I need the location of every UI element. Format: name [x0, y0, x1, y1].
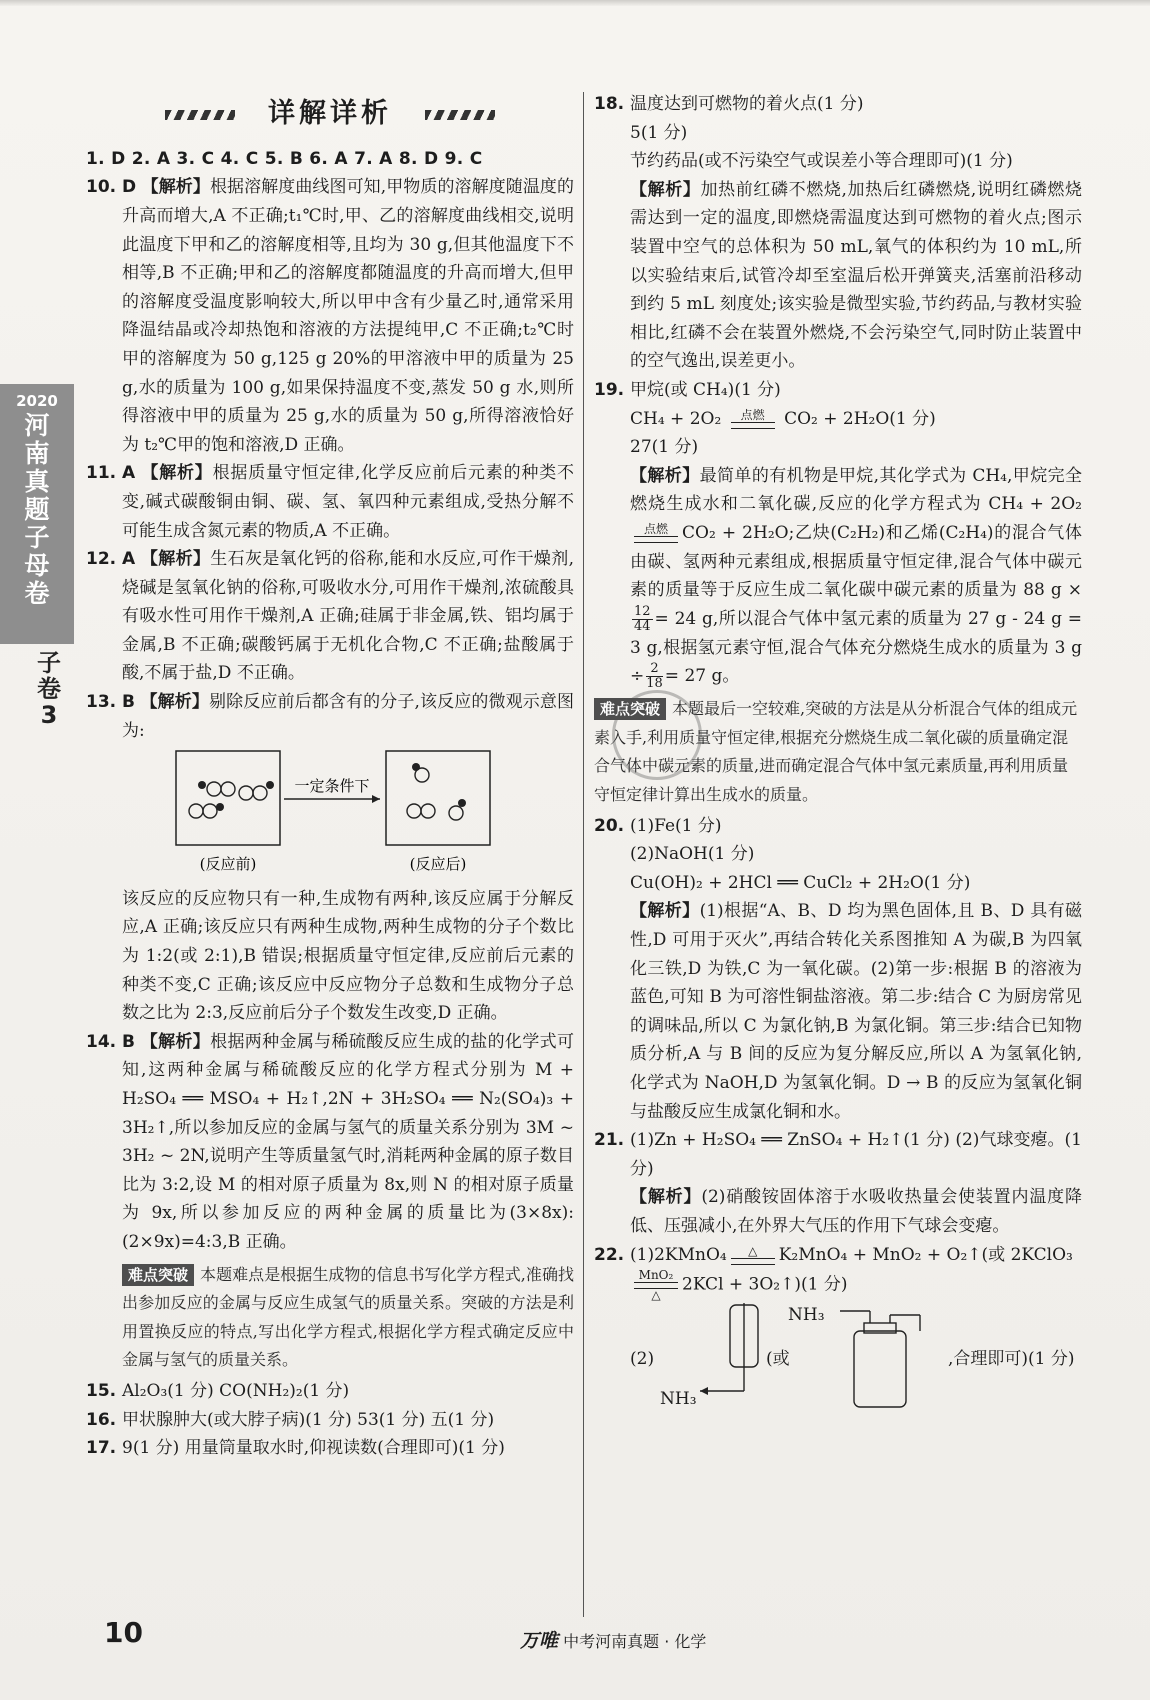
analysis-tag: 【解析】 [630, 901, 700, 922]
question-number: 16. [86, 1409, 117, 1430]
footer [520, 1626, 706, 1653]
question-13 [86, 688, 574, 745]
question-12 [86, 545, 574, 688]
question-16 [86, 1406, 574, 1435]
analysis-text: 根据质量守恒定律,化学反应前后元素的种类不变,碱式碳酸铜由铜、碳、氢、氧四种元素组成,受热分解不可能生成含氮元素的物质,A 不正确。 [122, 463, 575, 541]
question-number: 14. [86, 1031, 117, 1052]
analysis-text: 剔除反应前后都含有的分子,该反应的微观示意图为: [122, 692, 575, 741]
gas-bottle-icon-2 [830, 1301, 940, 1411]
question-18 [594, 90, 1082, 376]
side-sub: 子卷3 [37, 649, 61, 729]
question-number: 20. [594, 815, 625, 836]
page-number: 10 [104, 1616, 143, 1649]
after-box [386, 751, 490, 845]
difficulty-tag: 难点突破 [594, 698, 666, 720]
answer-letter: B [122, 1031, 135, 1052]
answer-line: 温度达到可燃物的着火点(1 分) [630, 94, 864, 114]
analysis-tag: 【解析】 [141, 177, 210, 198]
left-column [86, 90, 574, 1463]
question-number: 10. [86, 177, 117, 198]
question-10 [86, 173, 574, 459]
question-number: 13. [86, 692, 117, 713]
answer-letter: B [122, 692, 135, 713]
analysis-text: 根据两种金属与稀硫酸反应生成的盐的化学式可知,这两种金属与稀硫酸反应的化学方程式分别为 M + H₂SO₄ ══ MSO₄ + H₂↑,2N + 3H₂SO₄ ══ N₂(SO₄)₃ + 3H₂↑,所以参加反应的金属与氢气的质量关系分别为 3M ~ 3H₂ ~ 2N,说明产生等质量氢气时,消耗两种金属的原子数目比为 3:2,设 M 的相对原子质量为 8x,则 N 的相对原子质量为 9x,所以参加反应的两种金属的质量比为(3×8x):(2×9x)=4:3,B 正确。 [122, 1031, 575, 1252]
analysis-text: 根据溶解度曲线图可知,甲物质的溶解度随温度的升高而增大,A 不正确;t₁℃时,甲、乙的溶解度曲线相交,说明此温度下甲和乙的溶解度相等,且均为 30 g,但其他温度下不相等,B 不正确;甲和乙的溶解度都随温度的升高而增大,但甲的溶解度受温度影响较大,所以甲中含有少量乙时,通常采用降温结晶或冷却热饱和溶液的方法提纯甲,C 不正确;t₂℃时甲的溶解度为 50 g,125 g 20%的甲溶液中甲的质量为 25 g,水的质量为 100 g,如果保持温度不变,蒸发 50 g 水,则所得溶液中甲的质量为 25 g,水的质量为 50 g,所得溶液恰好为 t₂℃甲的饱和溶液,D 正确。 [122, 177, 575, 455]
brand-logo: 万唯 [520, 1630, 559, 1652]
analysis-tag: 【解析】 [140, 549, 211, 570]
answer-line: 27(1 分) [630, 437, 699, 458]
question-21 [594, 1126, 1082, 1240]
fraction: $\frac{12}{44}$ [634, 603, 651, 634]
question-19: 19. 甲烷(或 CH₄)(1 分) CH₄ + 2O₂ 点燃 CO₂ + 2H₂O(1 分) 27(1 分) 【解析】最简单的有机物是甲烷,其化学式为 CH₄,甲烷完全燃烧生成水和二氧化碳,反应的化学方程式为 CH₄ + 2O₂ 点燃 CO₂ + 2H₂O;乙炔(C₂H₂)和乙烯(C₂H₄)的混合气体由碳、氢两种元素组成,根据质量守恒定律,混合气体中碳元素的质量等于反应生成二氧化碳中碳元素的质量为 88 g × $\frac{12}{44}$ = 24 g,所以混合气体中氢元素的质量为 27 g - 24 g = 3 g,根据氢元素守恒,混合气体充分燃烧生成水的质量为 3 g ÷ $\frac{2}{18}$ = 27 g。 [594, 376, 1082, 691]
difficulty-text: 本题最后一空较难,突破的方法是从分析混合气体的组成元素入手,利用质量守恒定律,根据充分燃烧生成二氧化碳的质量确定混合气体中碳元素的质量,进而确定混合气体中氢元素质量,再利用质量守恒定律计算出生成水的质量。 [594, 699, 1078, 805]
equation: MnO₂ △ 2KCl + 3O₂↑)(1 分) [630, 1269, 1082, 1301]
answer-text: 9(1 分) 用量筒量取水时,仰视读数(合理即可)(1 分) [122, 1438, 505, 1459]
difficulty-note [122, 1261, 574, 1375]
question-15 [86, 1377, 574, 1406]
analysis-text: 加热前红磷不燃烧,加热后红磷燃烧,说明红磷燃烧需达到一定的温度,即燃烧需温度达到可燃物的着火点;图示装置中空气的总体积为 50 mL,氧气的体积约为 10 mL,所以实验结束后,试管冷却至室温后松开弹簧夹,活塞前沿移动到约 5 mL 刻度处;该实验是微型实验,节约药品,与教材实验相比,红磷不会在装置外燃烧,不会污染空气,同时防止装置中的空气逸出,误差更小。 [630, 179, 1083, 372]
answer-line: (2)NaOH(1 分) [630, 844, 755, 865]
title-decoration-left [165, 110, 235, 120]
reaction-diagram [134, 747, 534, 875]
side-title: 河南真题子母卷 [24, 411, 50, 608]
equation: (1)2KMnO₄ △ K₂MnO₄ + MnO₂ + O₂↑(或 2KClO₃ [630, 1244, 1073, 1265]
after-label: (反应后) [409, 855, 467, 874]
question-number: 12. [86, 549, 117, 570]
page-title: 详解详析 [268, 98, 392, 130]
question-20 [594, 812, 1082, 1127]
difficulty-tag: 难点突破 [122, 1264, 194, 1286]
equation: CH₄ + 2O₂ 点燃 CO₂ + 2H₂O(1 分) [630, 408, 936, 429]
gas-label-2: NH₃ [788, 1305, 825, 1326]
difficulty-text: 本题难点是根据生成物的信息书写化学方程式,准确找出参加反应的金属与反应生成氢气的质量关系。突破的方法是利用置换反应的特点,写出化学方程式,根据化学方程式确定反应中金属与氢气的质量关系。 [122, 1264, 574, 1370]
side-year: 2020 [16, 392, 58, 410]
answer-line: (1)Fe(1 分) [630, 815, 722, 836]
answer-line: (1)Zn + H₂SO₄ ══ ZnSO₄ + H₂↑(1 分) (2)气球变瘪。(1 分) [630, 1130, 1082, 1179]
analysis-tag: 【解析】 [140, 1031, 211, 1052]
question-number: 11. [86, 463, 117, 484]
analysis-text: (2)硝酸铵固体溶于水吸收热量会使装置内温度降低、压强减小,在外界大气压的作用下气球会变瘪。 [630, 1187, 1082, 1236]
gas-label: NH₃ [660, 1389, 697, 1410]
question-number: 15. [86, 1380, 117, 1401]
analysis-text: (1)根据“A、B、D 均为黑色固体,且 B、D 具有磁性,D 可用于灭火”,再结合转化关系图推知 A 为碳,B 为四氧化三铁,D 为铁,C 为一氧化碳。(2)第一步:根据 B 的溶液为蓝色,可知 B 为可溶性铜盐溶液。第二步:结合 C 为厨房常见的调味品,所以 C 为氯化钠,B 为氯化铜。第三步:结合已知物质分析,A 与 B 间的反应为复分解反应,所以 A 为氢氧化钠,化学式为 NaOH,D 为氢氧化铜。D → B 的反应为氢氧化铜与盐酸反应生成氯化铜和水。 [630, 901, 1082, 1122]
analysis-text: 该反应的反应物只有一种,生成物有两种,该反应属于分解反应,A 正确;该反应只有两种生成物,两种生成物的分子个数比为 1:2(或 2:1),B 错误;根据质量守恒定律,反应前后元素的种类不变,C 正确;该反应中反应物分子总数和生成物分子总数之比为 2:3,反应前后分子个数发生改变,D 正确。 [122, 888, 574, 1024]
answer-letter: A [122, 549, 136, 570]
question-number: 18. [594, 94, 625, 114]
title-row [86, 100, 574, 129]
apparatus-row [630, 1301, 1082, 1411]
analysis-text: 生石灰是氧化钙的俗称,能和水反应,可作干燥剂,烧碱是氢氧化钠的俗称,可吸收水分,可用作干燥剂,浓硫酸具有吸水性可用作干燥剂,A 正确;硅属于非金属,铁、铝均属于金属,B 不正确;碳酸钙属于无机化合物,C 不正确;盐酸属于酸,不属于盐,D 不正确。 [122, 549, 575, 684]
reaction-condition: 一定条件下 [294, 777, 370, 796]
answer-line: Cu(OH)₂ + 2HCl ══ CuCl₂ + 2H₂O(1 分) [630, 872, 971, 893]
question-number: 22. [594, 1244, 625, 1265]
answers-row: 1. D 2. A 3. C 4. C 5. B 6. A 7. A 8. D 9. C [86, 148, 483, 169]
answer-line: 节约药品(或不污染空气或误差小等合理即可)(1 分) [630, 151, 1013, 172]
question-11 [86, 459, 574, 545]
question-14 [86, 1028, 574, 1377]
analysis-tag: 【解析】 [141, 463, 213, 484]
side-tab [0, 384, 74, 644]
answer-letter: A [122, 463, 136, 484]
question-number: 19. [594, 379, 625, 400]
or-text: (或 [766, 1349, 790, 1370]
question-17 [86, 1434, 574, 1463]
question-number: 21. [594, 1130, 625, 1151]
analysis-tag: 【解析】 [630, 179, 701, 200]
analysis-tag: 【解析】 [630, 1187, 702, 1208]
question-13-continued [86, 885, 574, 1028]
answer-letter: D [122, 177, 137, 198]
part-label: (2) [630, 1349, 655, 1370]
tail-text: ,合理即可)(1 分) [948, 1349, 1075, 1370]
footer-text: 中考河南真题 · 化学 [563, 1632, 707, 1651]
analysis-tag: 【解析】 [630, 465, 700, 486]
answer-text: 甲状腺肿大(或大脖子病)(1 分) 53(1 分) 五(1 分) [122, 1409, 495, 1430]
fraction: $\frac{2}{18}$ [646, 661, 663, 692]
analysis-tag: 【解析】 [140, 692, 209, 713]
title-decoration-right [425, 110, 495, 120]
stamp-icon [612, 690, 702, 780]
before-label: (反应前) [199, 855, 257, 874]
answer-line: 甲烷(或 CH₄)(1 分) [630, 379, 781, 400]
question-22 [594, 1241, 1082, 1412]
question-number: 17. [86, 1438, 117, 1459]
column-divider [583, 92, 584, 1617]
answer-text: Al₂O₃(1 分) CO(NH₂)₂(1 分) [122, 1380, 350, 1401]
answer-line: 5(1 分) [630, 122, 688, 143]
top-edge [0, 0, 1150, 6]
